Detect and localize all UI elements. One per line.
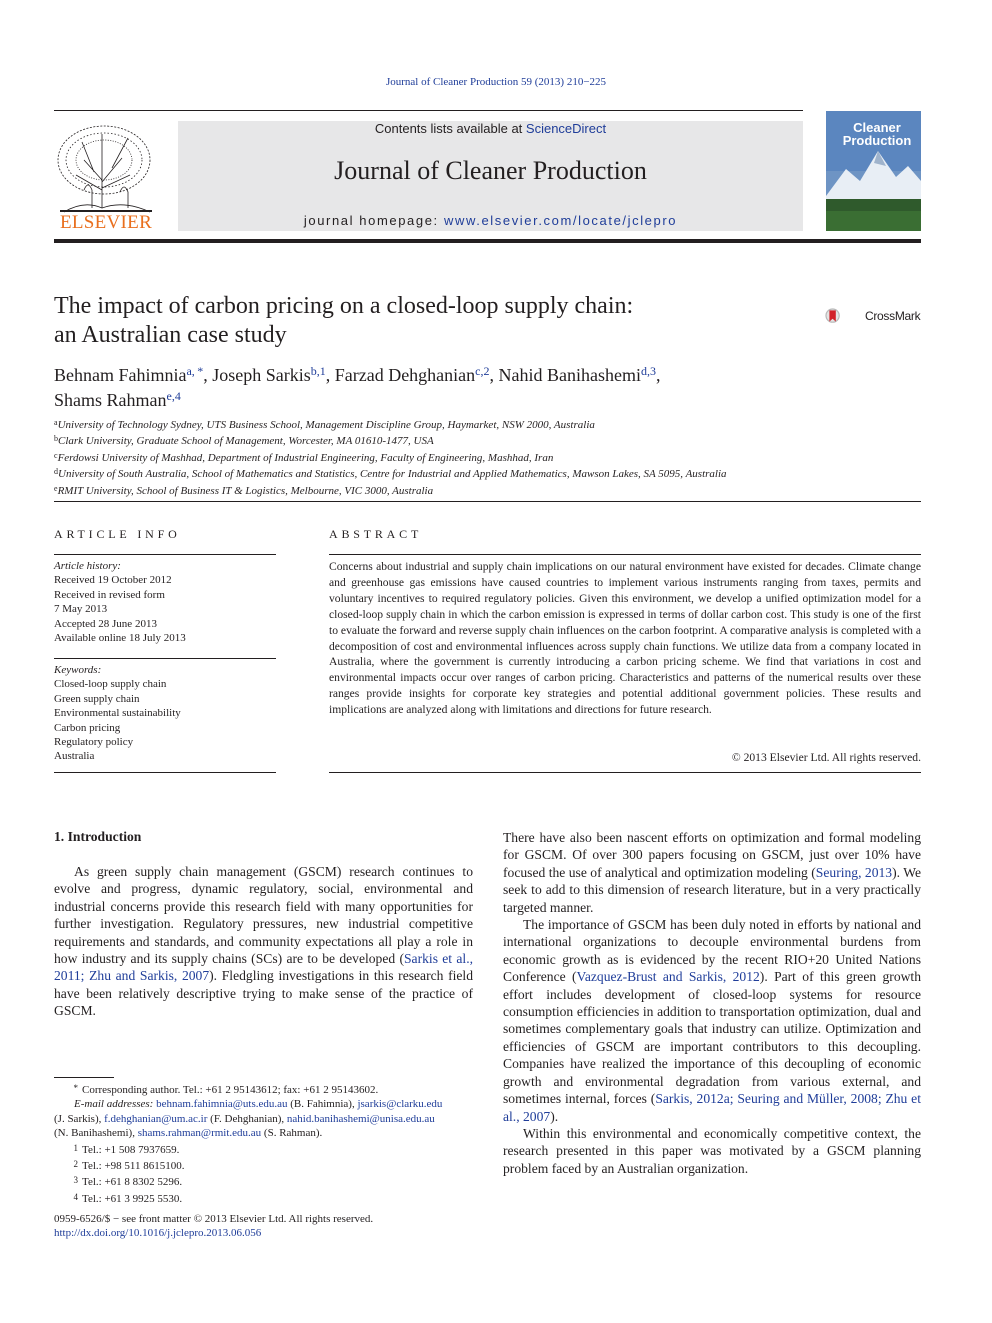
footnote-tel [54, 1173, 473, 1189]
homepage-link[interactable]: www.elsevier.com/locate/jclepro [443, 213, 678, 228]
contents-line [178, 121, 803, 136]
email-owner: (B. Fahimnia), [287, 1098, 358, 1111]
email-link[interactable]: shams.rahman@rmit.edu.au [137, 1127, 262, 1140]
email-owner: (F. Dehghanian), [207, 1112, 287, 1125]
citation-link[interactable]: Seuring, 2013 [815, 864, 893, 880]
journal-homepage [178, 213, 803, 228]
footnote-tel [54, 1157, 473, 1173]
affiliations [54, 416, 921, 498]
footnote-star: * [73, 1083, 78, 1093]
footnote-mark: 2 [73, 1159, 78, 1170]
affiliation-text: Clark University, Graduate School of Management, Worcester, MA 01610-1477, USA [58, 435, 434, 448]
paragraph [54, 863, 473, 1020]
affiliation-mark: e [54, 483, 58, 493]
paragraph-text: There have also been nascent efforts on optimization and formal modeling for GSCM. Of over 300 papers focusing on GSCM, just over 10% have focused the use of analytical and optimization modeling ( [503, 830, 921, 880]
footnote-mark: 3 [73, 1175, 78, 1186]
email-owner: (N. Banihashemi), [54, 1127, 138, 1140]
footnotes [54, 1081, 473, 1206]
affiliation-text: University of South Australia, School of Mathematics and Statistics, Centre for Industrial and Applied Mathematics, Mawson Lakes, SA 5095, Australia [58, 468, 727, 481]
footnote-mark: 1 [73, 1142, 78, 1153]
author-4[interactable]: Nahid Banihashemi [498, 365, 641, 385]
info-rule [54, 658, 276, 659]
contents-prefix: Contents lists available at [374, 121, 526, 136]
email-link[interactable]: behnam.fahimnia@uts.edu.au [156, 1098, 288, 1111]
affiliation-item [54, 482, 921, 498]
footnote-emails-cont [54, 1126, 473, 1140]
journal-title: Journal of Cleaner Production [334, 156, 647, 185]
keyword-item: Green supply chain [54, 692, 140, 705]
info-rule [54, 772, 276, 773]
author-list: Behnam Fahimnia$^{a, *}$, Joseph Sarkis$^{b,1}$, Farzad Dehghanian$^{c,2}$, Nahid Banihashemi$^{d,3}$, Shams Rahman$^{e,4}$ [54, 364, 661, 410]
affiliation-mark: a [54, 418, 58, 427]
keyword-item: Regulatory policy [54, 736, 134, 749]
keyword-item: Australia [54, 750, 95, 763]
abstract-copyright: © 2013 Elsevier Ltd. All rights reserved. [731, 751, 921, 764]
header-thick-rule [54, 239, 921, 243]
citation-link[interactable]: Vazquez-Brust and Sarkis, 2012 [576, 969, 760, 985]
author-1-mark[interactable]: a, * [186, 364, 204, 378]
affiliation-mark: b [54, 434, 58, 444]
paragraph [503, 829, 921, 916]
footnote-emails [54, 1097, 473, 1111]
author-3-mark[interactable]: c,2 [475, 364, 490, 378]
footnote-tel [54, 1141, 473, 1157]
author-5-mark[interactable]: e,4 [166, 389, 181, 403]
footnote-text: Tel.: +61 8 8302 5296. [82, 1176, 183, 1189]
author-1[interactable]: Behnam Fahimnia [54, 365, 187, 385]
title-line-1: The impact of carbon pricing on a closed-loop supply chain: [54, 293, 634, 319]
header-rule [54, 110, 803, 111]
body-column-left [54, 863, 473, 1020]
abstract-text: Concerns about industrial and supply chain implications on our natural environment have existed for decades. Climate change and greenhouse gas emissions have caused countries to implement various instruments ranging from taxes, permits and voluntary incentives to required regulatory policies. Given this environment, we develop a unified optimization model for a closed-loop supply chain in which the carbon emission is expressed in terms of dollar carbon cost. This study is one of the first to evaluate the forward and reverse supply chain influences on the carbon footprint. A comparative analysis is completed with a decomposition of cost and environmental influences across supply chain functions. We utilize data from a company located in Australia, where the government is currently introducing a carbon pricing scheme. We find that variations in cost and environmental impacts occur over ranges of carbon pricing. Characteristics and patterns of the numerical results over these ranges provide insights for corporate key strategies and potential additional government policies. These results and implications are analyzed along with limitations and directions for future research. [329, 560, 921, 717]
publisher-name: ELSEVIER [59, 212, 153, 233]
paragraph-text: ). We seek to add to this dimension of research literature, but in a very practically targeted manner. [503, 864, 921, 915]
affiliation-item [54, 416, 921, 432]
abstract-rule [329, 772, 921, 773]
paragraph-text: ). Part of this green growth effort includes development of closed-loop systems for resource consumption efficiencies in addition to transportation optimization, dual and sometimes complementary goals that industry can utilize. Optimization and efficiencies of GSCM are important contributors to this decoupling. Companies have realized the importance of this decoupling of economic growth and environmental degradation from various external, and sometimes internal, forces ( [503, 969, 922, 1107]
keyword-item: Environmental sustainability [54, 707, 181, 720]
paragraph: Within this environmental and economically competitive context, the research presented in this paper was motivated by a GSCM planning problem faced by an Australian organization. [503, 1125, 921, 1176]
keyword-item: Closed-loop supply chain [54, 678, 167, 691]
affiliation-mark: c [54, 450, 58, 460]
footnote-text: Tel.: +98 511 8615100. [82, 1160, 185, 1173]
section-rule [54, 501, 921, 502]
author-3[interactable]: Farzad Dehghanian [334, 365, 476, 385]
citation-link[interactable]: Sarkis, 2012a; Seuring and Müller, 2008; Zhu et al., 2007 [503, 1091, 921, 1124]
email-link[interactable]: f.dehghanian@um.ac.ir [104, 1112, 208, 1125]
affiliation-mark: d [54, 467, 58, 477]
homepage-prefix: journal homepage: [303, 213, 444, 228]
history-label: Article history: [54, 560, 121, 572]
article-info-heading: ARTICLE INFO [54, 527, 181, 541]
author-5[interactable]: Shams Rahman [54, 390, 167, 410]
journal-cover-image[interactable] [826, 111, 921, 231]
paragraph-text: As green supply chain management (GSCM) research continues to evolve and progress, dynamic regulatory, social, environmental and industrial concerns provide this research field with many opportunities for further investigation. Regulatory pressures, new industrial competitive requirements and standards, and community expectations all play a role in how industry and its supply chains (SCs) are to be developed ( [54, 864, 473, 967]
email-label: E-mail addresses: [74, 1098, 154, 1111]
footnote-rule [54, 1077, 114, 1078]
author-4-mark[interactable]: d,3 [640, 364, 656, 378]
affiliation-item [54, 449, 921, 465]
affiliation-text: Ferdowsi University of Mashhad, Department of Industrial Engineering, Faculty of Engineering, Mashhad, Iran [57, 451, 554, 464]
body-column-right [503, 829, 921, 1177]
affiliation-item [54, 465, 921, 481]
author-2-mark[interactable]: b,1 [310, 364, 326, 378]
footnote-emails-cont [54, 1112, 473, 1126]
keywords-label: Keywords: [54, 664, 102, 676]
sciencedirect-link[interactable]: ScienceDirect [525, 121, 607, 136]
footnote-tel [54, 1190, 473, 1206]
front-matter-info [54, 1212, 554, 1241]
issn-line: 0959-6526/$ − see front matter © 2013 Elsevier Ltd. All rights reserved. [54, 1213, 374, 1225]
citation-link[interactable]: Sarkis et al., 2011; Zhu and Sarkis, 2007 [54, 951, 473, 984]
crossmark-label[interactable]: CrossMark [865, 309, 921, 323]
footnote-text: Tel.: +1 508 7937659. [82, 1143, 180, 1156]
footnote-mark: 4 [73, 1191, 78, 1202]
author-2[interactable]: Joseph Sarkis [212, 365, 311, 385]
history-item: Accepted 28 June 2013 [54, 617, 157, 630]
history-item: Received in revised form [54, 588, 165, 601]
article-history [54, 559, 276, 645]
history-item: Available online 18 July 2013 [54, 632, 186, 645]
doi-link[interactable]: http://dx.doi.org/10.1016/j.jclepro.2013.06.056 [54, 1227, 262, 1240]
info-rule [54, 554, 276, 555]
keywords [54, 663, 276, 764]
paragraph [503, 916, 921, 1125]
article-title [54, 292, 774, 350]
footnote-text: Tel.: +61 3 9925 5530. [82, 1192, 183, 1205]
title-line-2: an Australian case study [54, 322, 287, 348]
paragraph-text: ). Fledgling investigations in this research field have been relatively descriptive trying to make sense of the practice of GSCM. [54, 968, 473, 1019]
cover-title: Cleaner Production [842, 120, 912, 148]
email-link[interactable]: nahid.banihashemi@unisa.edu.au [286, 1112, 435, 1125]
abstract-heading: ABSTRACT [329, 527, 423, 541]
affiliation-text: University of Technology Sydney, UTS Business School, Management Discipline Group, Haymarket, NSW 2000, Australia [57, 419, 595, 431]
affiliation-text: RMIT University, School of Business IT & Logistics, Melbourne, VIC 3000, Australia [57, 484, 434, 497]
history-item: 7 May 2013 [54, 603, 108, 616]
journal-reference[interactable]: Journal of Cleaner Production 59 (2013) 210−225 [385, 76, 607, 88]
paragraph-text: ). [550, 1108, 559, 1124]
footnote-text: Corresponding author. Tel.: +61 2 95143612; fax: +61 2 95143602. [82, 1084, 379, 1096]
section-heading-introduction: 1. Introduction [54, 829, 142, 844]
email-link[interactable]: jsarkis@clarku.edu [357, 1098, 443, 1111]
footnote-corresponding [54, 1081, 473, 1097]
keyword-item: Carbon pricing [54, 721, 121, 734]
history-item: Received 19 October 2012 [54, 574, 172, 587]
email-owner: (S. Rahman). [261, 1127, 323, 1140]
abstract-rule [329, 554, 921, 555]
paragraph-text: The importance of GSCM has been duly noted in efforts by national and international organizations to decouple environmental burdens from economic growth as is evidenced by the recent RIO+20 United Nations Conference ( [503, 917, 921, 985]
crossmark-icon[interactable] [825, 296, 865, 336]
affiliation-item [54, 432, 921, 448]
email-owner: (J. Sarkis), [54, 1112, 105, 1125]
